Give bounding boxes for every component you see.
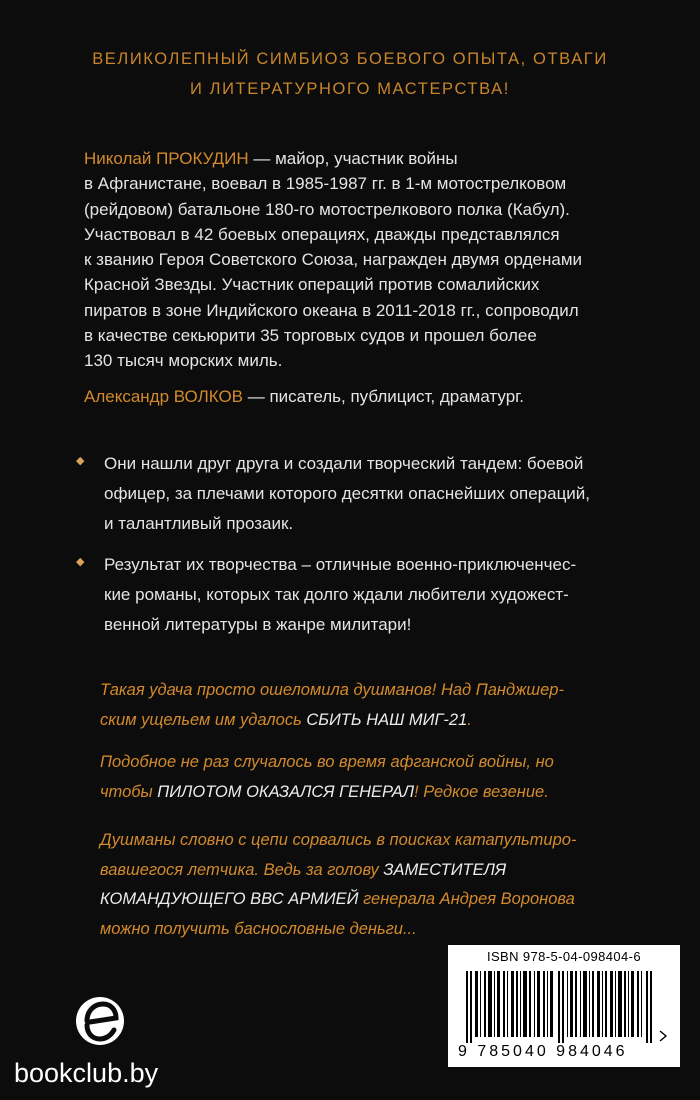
author1-bio-line: в качестве секьюрити 35 торговых судов и прошел более [84,326,537,346]
bullet-line: Они нашли друг друга и создали творческий тандем: боевой [104,454,584,473]
author2-bio [84,384,644,409]
quote-line: можно получить баснословные деньги... [100,919,417,938]
author1-bio-line: 130 тысяч морских миль. [84,351,283,371]
publisher-logo-icon [74,994,126,1048]
quote-line [100,856,640,886]
quote-line: Подобное не раз случалось во время афганской войны, но [100,753,554,771]
author1-bio-line: в Афганистане, воевал в 1985-1987 гг. в 1-м мотострелковом [84,174,567,194]
headline-line-2: И ЛИТЕРАТУРНОГО МАСТЕРСТВА! [190,80,510,98]
author1-bio-line: Участвовал в 42 боевых операциях, дважды представлялся [84,224,560,244]
headline [60,44,640,104]
isbn-digits: 9 785040 984046 [458,1043,628,1060]
author1-bio-line: (рейдовом) батальоне 180-го мотострелкового полка (Кабул). [84,199,570,219]
author1-first-line: Николай ПРОКУДИН — майор, участник войны [84,149,458,168]
quote-1 [100,676,640,735]
isbn-barcode [448,945,680,1067]
quote-highlight: СБИТЬ НАШ МИГ-21 [306,710,468,729]
bullet-line: венной литературы в жанре милитари! [104,615,412,634]
quote-text: вавшегося летчика. Ведь за голову [100,860,384,879]
bullet-line: кие романы, которых так долго ждали любители художест- [104,585,569,604]
quote-line: Душманы словно с цепи сорвались в поисках катапультиро- [100,831,577,849]
headline-line-1: ВЕЛИКОЛЕПНЫЙ СИМБИОЗ БОЕВОГО ОПЫТА, ОТВАГИ [92,50,608,68]
author2-name: Александр ВОЛКОВ [84,387,244,406]
author1-bio-line: пиратов в зоне Индийского океана в 2011-2018 гг., сопроводил [84,300,579,320]
quote-line [100,706,640,736]
quote-line [100,885,640,915]
author1-bio-line: к званию Героя Советского Союза, награжден двумя орденами [84,250,583,270]
site-watermark: bookclub.by [14,1058,159,1088]
author1-name: Николай ПРОКУДИН [84,149,249,168]
bullet-line: и талантливый прозаик. [104,514,294,533]
quote-3 [100,826,640,944]
quote-highlight: ПИЛОТОМ ОКАЗАЛСЯ ГЕНЕРАЛ [157,782,415,801]
bullet-text [104,550,664,640]
bullet-line: Результат их творчества – отличные военно-приключенчес- [104,555,577,574]
bullet-line: офицер, за плечами которого десятки опаснейших операций, [104,484,591,503]
bullet-item [70,449,660,539]
bullet-diamond-icon: ◆ [76,556,85,568]
author1-bio [84,146,644,374]
quote-text: . [467,710,472,729]
quote-line [100,778,640,808]
barcode-bars-icon [456,971,672,1043]
isbn-label: ISBN 978-5-04-098404-6 [486,949,642,964]
quote-text: генерала Андрея Воронова [358,890,575,908]
bullet-diamond-icon: ◆ [76,455,85,467]
quote-text: чтобы [100,782,158,801]
quote-2 [100,748,640,807]
author1-bio-line: Красной Звезды. Участник операций против сомалийских [84,275,540,295]
quote-text: ! Редкое везение. [414,782,549,801]
bullet-item [70,550,660,640]
quote-highlight: ЗАМЕСТИТЕЛЯ [383,860,507,879]
bullet-text [104,449,664,539]
author2-bio-text: — писатель, публицист, драматург. [243,387,525,406]
quote-highlight: КОМАНДУЮЩЕГО ВВС АРМИЕЙ [100,890,359,908]
quote-text: ским ущельем им удалось [100,710,307,729]
quote-line: Такая удача просто ошеломила душманов! Над Панджшер- [100,681,564,699]
